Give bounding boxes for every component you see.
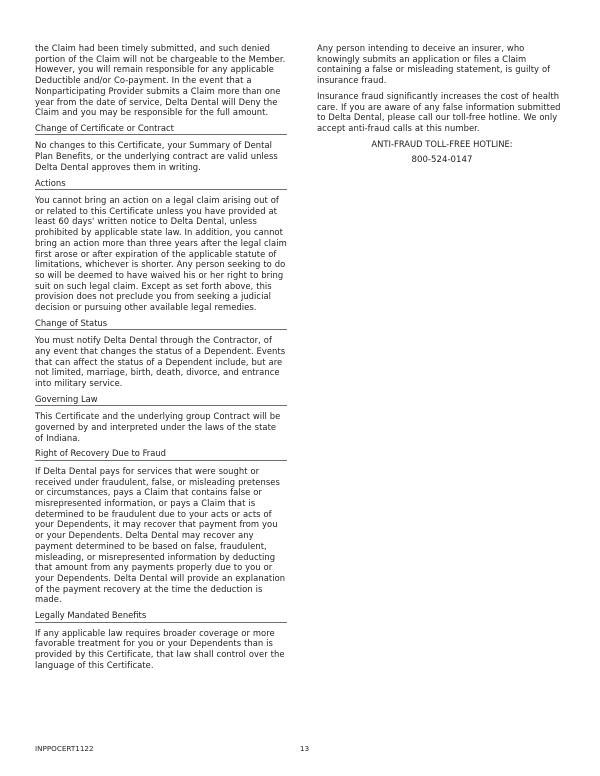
section-heading-change-of-certificate: Change of Certificate or Contract (35, 123, 287, 136)
section-heading-right-of-recovery: Right of Recovery Due to Fraud (35, 448, 287, 461)
right-column (317, 43, 567, 166)
section-body-governing-law: This Certificate and the underlying group Contract will be governed by and interpreted under the laws of the state of Indiana. (35, 411, 281, 443)
section-body-actions: You cannot bring an action on a legal claim arising out of or related to this Certificate unless you have provided at least 60 days' written notice to Delta Dental, unless prohibited by applicable state law. In addition, you cannot bring an action more than three years after the legal claim first arose or after expiration of the applicable statute of limitations, whichever is shorter. Any person seeking to do so will be deemed to have waived his or her right to bring suit on such legal claim. Except as set forth above, this provision does not preclude you from seeking a judicial decision or pursuing other available legal remedies. (35, 195, 287, 313)
section-heading-change-of-status: Change of Status (35, 318, 287, 331)
fraud-cost-paragraph: Insurance fraud significantly increases the cost of health care. If you are aware of any false information submitted to Delta Dental, please call our toll-free hotline. We only accept anti-fraud calls at this number. (317, 90, 561, 133)
footer-document-code: INPPOCERT1122 (35, 744, 94, 753)
section-heading-actions: Actions (35, 178, 287, 191)
section-heading-legally-mandated-benefits: Legally Mandated Benefits (35, 610, 287, 623)
intro-paragraph: the Claim had been timely submitted, and such denied portion of the Claim will not be chargeable to the Member. However, you will remain responsible for any applicable Deductible and/or Co-payment. In the event that a Nonparticipating Provider submits a Claim more than one year from the date of service, Delta Dental will Deny the Claim and you may be responsible for the full amount. (35, 43, 286, 118)
section-body-legally-mandated-benefits: If any applicable law requires broader coverage or more favorable treatment for you or your Dependents than is provided by this Certificate, that law shall control over the language of this Certificate. (35, 627, 285, 670)
footer-page-number: 13 (300, 744, 310, 753)
hotline-label: ANTI-FRAUD TOLL-FREE HOTLINE: (371, 138, 513, 149)
section-body-change-of-certificate: No changes to this Certificate, your Summary of Dental Plan Benefits, or the underlying contract are valid unless Delta Dental approves them in writing. (35, 140, 278, 172)
hotline-phone-number: 800-524-0147 (411, 155, 473, 166)
section-body-right-of-recovery: If Delta Dental pays for services that were sought or received under fraudulent, false, or misleading pretenses or circumstances, pays a Claim that contains false or misrepresented information, or pays a Claim that is determined to be fraudulent due to your acts or acts of your Dependents, it may recover that payment from you or your Dependents. Delta Dental may recover any payment determined to be based on false, fraudulent, misleading, or misrepresented information by deducting that amount from any payments properly due to you or your Dependents. Delta Dental will provide an explanation of the payment recovery at the time the deduction is made. (35, 465, 286, 605)
left-column (35, 43, 287, 675)
section-body-change-of-status: You must notify Delta Dental through the Contractor, of any event that changes the status of a Dependent. Events that can affect the status of a Dependent include, but are not limited, marriage, birth, death, divorce, and entrance into military service. (35, 335, 286, 389)
fraud-warning-paragraph: Any person intending to deceive an insurer, who knowingly submits an application or files a Claim containing a false or misleading statement, is guilty of insurance fraud. (317, 43, 551, 86)
section-heading-governing-law: Governing Law (35, 394, 287, 407)
